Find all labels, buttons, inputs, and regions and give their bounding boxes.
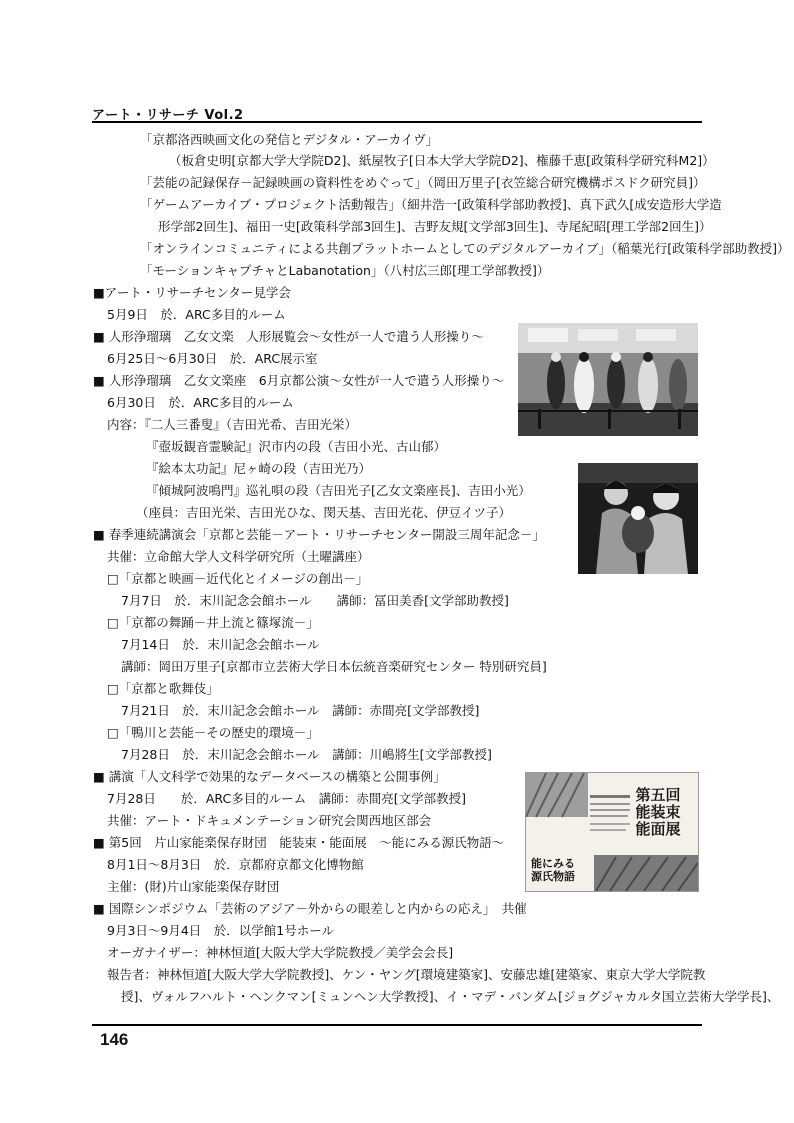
text-line: 『絵本太功記』尼ヶ崎の段（吉田光乃） bbox=[146, 461, 372, 476]
text-line: 7月7日 於．末川記念会館ホール 講師：冨田美香[文学部助教授] bbox=[121, 593, 509, 608]
text-line: 5月9日 於．ARC多目的ルーム bbox=[107, 307, 286, 322]
footer-rule bbox=[92, 1024, 702, 1026]
text-line: ■ 第5回 片山家能楽保存財団 能装束・能面展 ～能にみる源氏物語～ bbox=[93, 835, 505, 850]
text-line: 「ゲームアーカイブ・プロジェクト活動報告」（細井浩一[政策科学部助教授]、真下武久[成安造形大学造 bbox=[140, 197, 722, 212]
text-line: 7月28日 於．末川記念会館ホール 講師：川嶋將生[文学部教授] bbox=[121, 747, 492, 762]
text-line: 「モーションキャプチャとLabanotation」（八村広三郎[理工学部教授]） bbox=[140, 263, 550, 278]
poster-title bbox=[626, 787, 690, 838]
text-line: ■ 人形浄瑠璃 乙女文楽座 6月京都公演～女性が一人で遣う人形操り～ bbox=[93, 373, 505, 388]
poster-title-line: 能装束 bbox=[635, 803, 681, 821]
text-line: 共催：立命館大学人文科学研究所（土曜講座） bbox=[107, 549, 370, 564]
text-line: 7月28日 於．ARC多目的ルーム 講師：赤間亮[文学部教授] bbox=[107, 791, 466, 806]
text-line: ■ 講演「人文科学で効果的なデータベースの構築と公開事例」 bbox=[93, 769, 446, 784]
text-line: ■ 国際シンポジウム「芸術のアジア－外からの眼差しと内からの応え」 共催 bbox=[93, 901, 527, 916]
text-line: ■アート・リサーチセンター見学会 bbox=[93, 285, 291, 300]
puppet-performers-photo bbox=[578, 463, 698, 574]
text-line: ■ 春季連続講演会「京都と芸能－アート・リサーチセンター開設三周年記念－」 bbox=[93, 527, 545, 542]
puppet-exhibition-photo bbox=[518, 323, 698, 436]
text-line: 「オンラインコミュニティによる共創プラットホームとしてのデジタルアーカイブ」（稲葉光行[政策科学部助教授]） bbox=[140, 241, 790, 256]
text-line: 内容：『二人三番叟』（吉田光希、吉田光栄） bbox=[107, 417, 358, 432]
text-line: 9月3日～9月4日 於．以学館1号ホール bbox=[107, 923, 335, 938]
text-line: 7月21日 於．末川記念会館ホール 講師：赤間亮[文学部教授] bbox=[121, 703, 480, 718]
text-line: 授]、ヴォルフハルト・ヘンクマン[ミュンヘン大学教授]、イ・マデ・バンダム[ジョグジャカルタ国立芸術大学学長]、 bbox=[121, 989, 780, 1004]
text-line: 形学部2回生]、福田一史[政策科学部3回生]、吉野友規[文学部3回生]、寺尾紀昭[理工学部2回生]） bbox=[158, 219, 712, 234]
text-line: 「芸能の記録保存－記録映画の資料性をめぐって」（岡田万里子[衣笠総合研究機構ポスドク研究員]） bbox=[140, 175, 706, 190]
text-line: 共催：アート・ドキュメンテーション研究会関西地区部会 bbox=[107, 813, 432, 828]
poster-title-line: 能面展 bbox=[635, 820, 681, 838]
text-line: ■ 人形浄瑠璃 乙女文楽 人形展覧会～女性が一人で遣う人形操り～ bbox=[93, 329, 484, 344]
header-rule bbox=[92, 121, 702, 123]
poster-subtitle-line: 能にみる bbox=[531, 857, 575, 870]
text-line: □「鴨川と芸能－その歴史的環境－」 bbox=[107, 725, 319, 740]
text-line: 報告者：神林恒道[大阪大学大学院教授]、ケン・ヤング[環境建築家]、安藤忠雄[建築家、東京大学大学院教 bbox=[107, 967, 706, 982]
text-line: □「京都と映画－近代化とイメージの創出－」 bbox=[107, 571, 369, 586]
text-line: □「京都と歌舞伎」 bbox=[107, 681, 219, 696]
running-header: アート・リサーチ Vol.2 bbox=[92, 108, 244, 123]
text-line: 8月1日～8月3日 於．京都府京都文化博物館 bbox=[107, 857, 364, 872]
text-line: 『傾城阿波鳴門』巡礼唄の段（吉田光子[乙女文楽座長]、吉田小光） bbox=[146, 483, 531, 498]
noh-exhibition-poster bbox=[525, 772, 699, 892]
text-line: 主催：(財)片山家能楽保存財団 bbox=[107, 879, 280, 894]
text-line: 6月30日 於．ARC多目的ルーム bbox=[107, 395, 294, 410]
page-number: 146 bbox=[100, 1030, 129, 1049]
text-line: （座員：吉田光栄、吉田光ひな、閔天基、吉田光花、伊豆イツ子） bbox=[136, 505, 512, 520]
text-line: 「京都洛西映画文化の発信とデジタル・アーカイヴ」 bbox=[140, 132, 439, 147]
poster-title-line: 第五回 bbox=[635, 786, 681, 804]
text-line: 6月25日～6月30日 於．ARC展示室 bbox=[107, 351, 318, 366]
poster-subtitle-line: 源氏物語 bbox=[531, 870, 575, 883]
text-line: □「京都の舞踊－井上流と篠塚流－」 bbox=[107, 615, 319, 630]
text-line: 『壺坂観音霊験記』沢市内の段（吉田小光、古山郁） bbox=[146, 439, 447, 454]
text-line: オーガナイザー：神林恒道[大阪大学大学院教授／美学会会長] bbox=[107, 945, 454, 960]
poster-subtitle bbox=[531, 857, 591, 883]
text-line: 7月14日 於．末川記念会館ホール bbox=[121, 637, 320, 652]
text-line: （板倉史明[京都大学大学院D2]、紙屋牧子[日本大学大学院D2]、権藤千恵[政策科学研究科M2]） bbox=[169, 153, 715, 168]
text-line: 講師：岡田万里子[京都市立芸術大学日本伝統音楽研究センター 特別研究員] bbox=[121, 659, 547, 674]
